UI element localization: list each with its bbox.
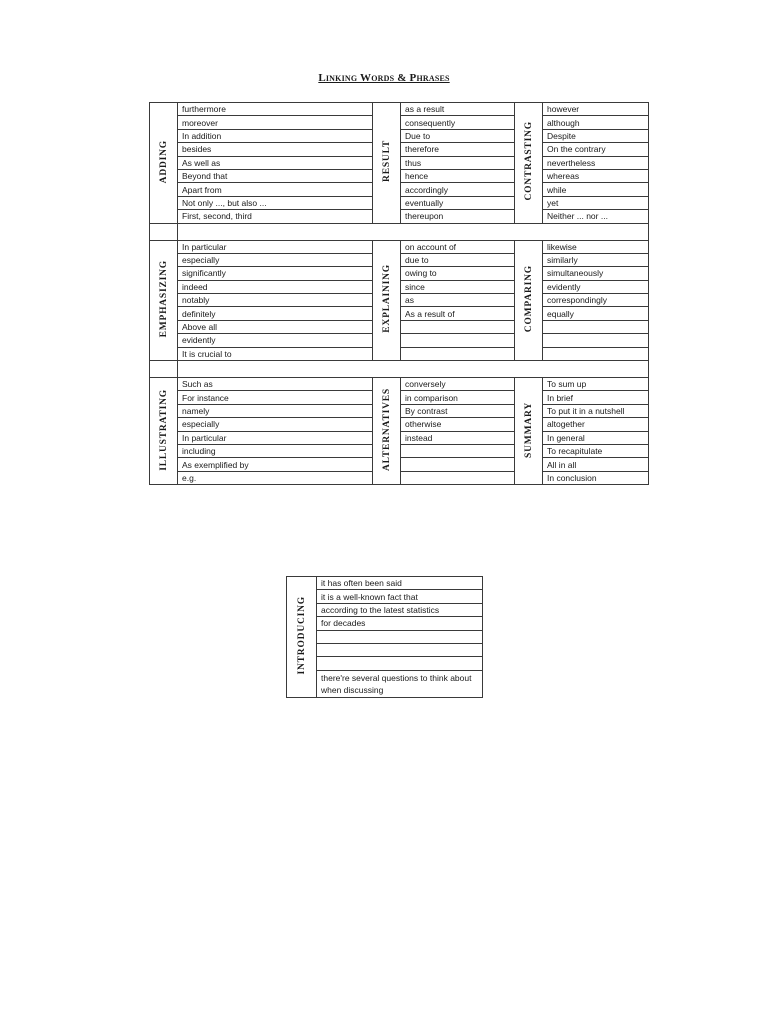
category-label: INTRODUCING: [296, 596, 307, 675]
phrase-cell: [401, 320, 515, 333]
category-cell: [150, 103, 178, 224]
phrase-cell: equally: [543, 307, 649, 320]
category-cell: [373, 103, 401, 224]
table-row: [150, 378, 649, 391]
phrase-cell: definitely: [178, 307, 373, 320]
phrase-cell: since: [401, 280, 515, 293]
phrase-cell: In particular: [178, 431, 373, 444]
separator-cell: [543, 223, 649, 240]
phrase-cell: It is crucial to: [178, 347, 373, 360]
separator-cell: [150, 223, 178, 240]
phrase-cell: according to the latest statistics: [317, 603, 483, 616]
phrase-cell: as: [401, 294, 515, 307]
phrase-cell: especially: [178, 253, 373, 266]
phrase-cell: [317, 630, 483, 643]
phrase-cell: however: [543, 103, 649, 116]
phrase-cell: owing to: [401, 267, 515, 280]
phrase-cell: especially: [178, 418, 373, 431]
phrase-cell: evidently: [543, 280, 649, 293]
phrase-cell: For instance: [178, 391, 373, 404]
category-cell: [373, 240, 401, 361]
page-title: Linking Words & Phrases: [318, 72, 450, 84]
phrase-cell: In addition: [178, 129, 373, 142]
category-label: COMPARING: [523, 265, 534, 333]
phrase-cell: while: [543, 183, 649, 196]
phrase-cell: In general: [543, 431, 649, 444]
phrase-cell: [401, 471, 515, 484]
phrase-cell: simultaneously: [543, 267, 649, 280]
phrase-cell: consequently: [401, 116, 515, 129]
separator-cell: [401, 361, 515, 378]
phrase-cell: similarly: [543, 253, 649, 266]
phrase-cell: [317, 643, 483, 656]
separator-cell: [515, 223, 543, 240]
phrase-cell: namely: [178, 404, 373, 417]
phrase-cell: In brief: [543, 391, 649, 404]
phrase-cell: [543, 334, 649, 347]
category-cell: [515, 378, 543, 485]
table-row: [150, 240, 649, 253]
phrase-cell: significantly: [178, 267, 373, 280]
phrase-cell: for decades: [317, 617, 483, 630]
category-label: EMPHASIZING: [158, 260, 169, 338]
phrase-cell: notably: [178, 294, 373, 307]
phrase-cell: it is a well-known fact that: [317, 590, 483, 603]
table-row: [287, 603, 483, 616]
phrase-cell: whereas: [543, 169, 649, 182]
phrase-cell: Not only ..., but also ...: [178, 196, 373, 209]
separator-cell: [515, 361, 543, 378]
phrase-cell: instead: [401, 431, 515, 444]
phrase-cell: including: [178, 444, 373, 457]
phrase-cell: although: [543, 116, 649, 129]
table-row: [287, 577, 483, 590]
table-row: [287, 617, 483, 630]
phrase-cell: Beyond that: [178, 169, 373, 182]
category-cell: [515, 103, 543, 224]
phrase-cell: To sum up: [543, 378, 649, 391]
category-label: RESULT: [381, 140, 392, 183]
phrase-cell: Above all: [178, 320, 373, 333]
phrase-cell: in comparison: [401, 391, 515, 404]
category-label: CONTRASTING: [523, 121, 534, 202]
phrase-cell: In particular: [178, 240, 373, 253]
phrase-cell: due to: [401, 253, 515, 266]
separator-cell: [373, 361, 401, 378]
category-cell: [373, 378, 401, 485]
separator-row: [150, 223, 649, 240]
table-row: [287, 590, 483, 603]
phrase-cell: First, second, third: [178, 210, 373, 223]
phrase-cell: To recapitulate: [543, 444, 649, 457]
table-row: [287, 643, 483, 656]
phrase-cell: To put it in a nutshell: [543, 404, 649, 417]
phrase-cell: e.g.: [178, 471, 373, 484]
phrase-cell: hence: [401, 169, 515, 182]
phrase-cell: Neither ... nor ...: [543, 210, 649, 223]
separator-cell: [178, 223, 373, 240]
phrase-cell: on account of: [401, 240, 515, 253]
phrase-cell: Apart from: [178, 183, 373, 196]
phrase-cell: thereupon: [401, 210, 515, 223]
phrase-cell: As exemplified by: [178, 458, 373, 471]
phrase-cell: thus: [401, 156, 515, 169]
category-cell: [150, 240, 178, 361]
phrase-cell: it has often been said: [317, 577, 483, 590]
phrase-cell: eventually: [401, 196, 515, 209]
phrase-cell: yet: [543, 196, 649, 209]
phrase-cell: correspondingly: [543, 294, 649, 307]
phrase-cell: [401, 444, 515, 457]
phrase-cell: [543, 320, 649, 333]
phrase-cell: [401, 347, 515, 360]
category-label: ADDING: [158, 139, 169, 183]
phrase-cell: nevertheless: [543, 156, 649, 169]
phrase-cell: By contrast: [401, 404, 515, 417]
category-label: EXPLAINING: [381, 264, 392, 334]
separator-cell: [178, 361, 373, 378]
phrase-cell: In conclusion: [543, 471, 649, 484]
phrase-cell: otherwise: [401, 418, 515, 431]
phrase-cell: conversely: [401, 378, 515, 391]
category-label: ALTERNATIVES: [381, 388, 392, 472]
table-row: [150, 103, 649, 116]
category-cell: [287, 577, 317, 698]
phrase-cell: On the contrary: [543, 143, 649, 156]
phrase-cell: moreover: [178, 116, 373, 129]
category-label: SUMMARY: [523, 401, 534, 458]
table-row: [287, 630, 483, 643]
phrase-cell: [401, 334, 515, 347]
linking-words-table: [149, 102, 649, 485]
category-cell: [150, 378, 178, 485]
phrase-cell: As well as: [178, 156, 373, 169]
separator-cell: [401, 223, 515, 240]
phrase-cell: [317, 657, 483, 670]
phrase-cell: All in all: [543, 458, 649, 471]
phrase-cell: as a result: [401, 103, 515, 116]
phrase-cell: evidently: [178, 334, 373, 347]
phrase-cell: there're several questions to think about when discussing: [317, 670, 483, 697]
separator-cell: [150, 361, 178, 378]
phrase-cell: Despite: [543, 129, 649, 142]
phrase-cell: furthermore: [178, 103, 373, 116]
phrase-cell: therefore: [401, 143, 515, 156]
category-label: ILLUSTRATING: [158, 388, 169, 471]
table-row: [287, 670, 483, 697]
phrase-cell: [401, 458, 515, 471]
phrase-cell: indeed: [178, 280, 373, 293]
phrase-cell: Such as: [178, 378, 373, 391]
phrase-cell: accordingly: [401, 183, 515, 196]
phrase-cell: altogether: [543, 418, 649, 431]
category-cell: [515, 240, 543, 361]
phrase-cell: besides: [178, 143, 373, 156]
separator-row: [150, 361, 649, 378]
phrase-cell: [543, 347, 649, 360]
phrase-cell: As a result of: [401, 307, 515, 320]
phrase-cell: likewise: [543, 240, 649, 253]
phrase-cell: Due to: [401, 129, 515, 142]
separator-cell: [373, 223, 401, 240]
separator-cell: [543, 361, 649, 378]
table-row: [287, 657, 483, 670]
introducing-table: [286, 576, 483, 698]
